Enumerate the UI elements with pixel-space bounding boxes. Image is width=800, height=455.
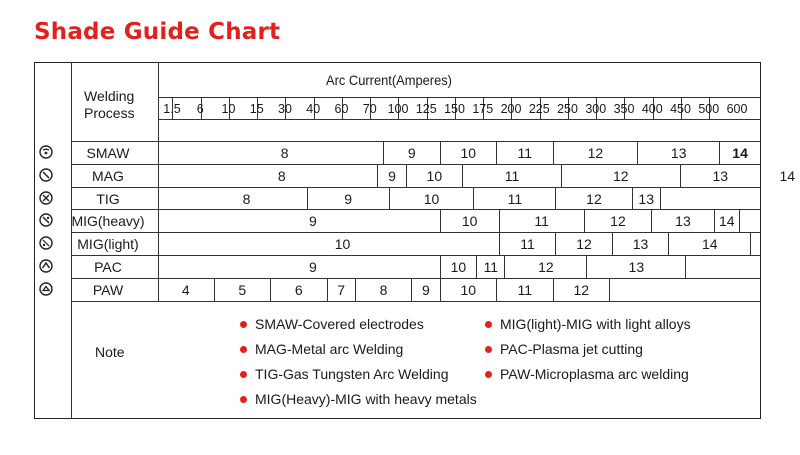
bullet-icon (485, 321, 492, 328)
tick-label: 10 (221, 102, 236, 116)
tick-label: 200 (500, 102, 522, 116)
arc-current-header: Arc Current(Amperes) (326, 72, 452, 88)
tick-label: 300 (585, 102, 607, 116)
shade-cell: 12 (554, 278, 611, 301)
shade-cell: 11 (500, 209, 585, 232)
note-text: SMAW-Covered electrodes (255, 316, 424, 332)
welding-process-header-line2: Process (84, 105, 135, 121)
shade-cell: 8 (186, 141, 384, 164)
shade-cell: 9 (412, 278, 440, 301)
note-item (240, 391, 477, 407)
process-name: PAC (94, 259, 122, 275)
shade-cell: 9 (186, 255, 440, 278)
process-name: MIG(heavy) (71, 213, 145, 229)
shade-cell: 4 (158, 278, 215, 301)
arc-header-rule (158, 97, 760, 98)
bullet-icon (240, 371, 247, 378)
shade-cell (661, 187, 760, 210)
shade-cell (751, 232, 760, 255)
shade-cell: 10 (441, 278, 498, 301)
tick-label: 150 (444, 102, 465, 116)
process-name: TIG (96, 191, 120, 207)
note-item (240, 316, 424, 332)
shade-cell: 9 (378, 164, 406, 187)
shade-cell: 11 (477, 255, 505, 278)
shade-cell: 8 (186, 187, 307, 210)
tick-label: 70 (362, 102, 377, 116)
icon-tig (39, 191, 53, 210)
note-item (240, 341, 403, 357)
shade-cell: 10 (390, 187, 475, 210)
shade-cell: 5 (215, 278, 272, 301)
shade-cell: 12 (562, 164, 681, 187)
process-name: MAG (92, 168, 124, 184)
note-item (485, 366, 689, 382)
tick-label: 1.5 (163, 102, 181, 116)
shade-cell: 11 (497, 141, 554, 164)
shade-cell: 10 (441, 141, 498, 164)
note-text: MIG(Heavy)-MIG with heavy metals (255, 391, 477, 407)
tick-label: 350 (613, 102, 635, 116)
tick-label: 30 (278, 102, 292, 116)
note-text: PAC-Plasma jet cutting (500, 341, 643, 357)
shade-cell: 13 (652, 209, 714, 232)
process-name: MIG(light) (77, 236, 139, 252)
welding-process-header (84, 88, 135, 122)
shade-cell: 10 (407, 164, 464, 187)
tick-label: 175 (472, 102, 494, 116)
tick-label: 6 (196, 102, 204, 116)
shade-cell: 12 (505, 255, 587, 278)
shade-cell: 11 (500, 232, 557, 255)
shade-cell: 13 (633, 187, 661, 210)
bullet-icon (485, 371, 492, 378)
icon-smaw (39, 145, 53, 164)
shade-cell: 12 (554, 141, 639, 164)
shade-cell: 7 (328, 278, 356, 301)
welding-process-header-line1: Welding (84, 88, 135, 104)
tick-label: 60 (334, 102, 349, 116)
bullet-icon (240, 321, 247, 328)
tick-row-rule (158, 119, 760, 120)
shade-cell: 8 (356, 278, 413, 301)
shade-cell: 12 (585, 209, 653, 232)
tick-label: 225 (528, 102, 550, 116)
note-item (485, 316, 691, 332)
shade-cell (740, 209, 760, 232)
icon-mig-light (39, 236, 53, 255)
note-text: TIG-Gas Tungsten Arc Welding (255, 366, 449, 382)
note-text: PAW-Microplasma arc welding (500, 366, 689, 382)
shade-cell: 11 (474, 187, 556, 210)
shade-cell: 10 (441, 209, 500, 232)
shade-cell: 11 (497, 278, 554, 301)
shade-cell: 13 (613, 232, 670, 255)
shade-cell: 13 (712, 167, 729, 184)
shade-cell: 8 (186, 164, 378, 187)
tick-label: 40 (306, 102, 321, 116)
note-item (485, 341, 643, 357)
shade-cell: 10 (186, 232, 500, 255)
table-bottom-rule (71, 301, 760, 302)
icon-paw (39, 282, 53, 301)
chart-title: Shade Guide Chart (34, 19, 281, 45)
note-text: MAG-Metal arc Welding (255, 341, 404, 357)
shade-cell: 6 (271, 278, 328, 301)
shade-cell: 14 (779, 167, 796, 184)
shade-cell: 9 (308, 187, 390, 210)
shade-cell (610, 278, 760, 301)
shade-cell: 9 (384, 141, 441, 164)
note-label: Note (95, 344, 125, 360)
icon-mag (39, 168, 53, 187)
note-text: MIG(light)-MIG with light alloys (500, 316, 691, 332)
shade-cell: 13 (587, 255, 686, 278)
shade-cell: 9 (186, 209, 440, 232)
shade-cell (686, 255, 760, 278)
shade-cell: 12 (556, 232, 613, 255)
icon-mig-heavy (39, 213, 53, 232)
tick-label: 15 (249, 102, 264, 116)
process-name: SMAW (86, 145, 130, 161)
tick-label: 125 (415, 102, 437, 116)
tick-label: 250 (557, 102, 578, 116)
tick-label: 100 (387, 102, 409, 116)
shade-cell: 14 (732, 144, 748, 161)
shade-cell: 14 (669, 232, 751, 255)
tick-label: 500 (698, 102, 720, 116)
tick-label: 600 (726, 102, 748, 116)
shade-cell: 14 (715, 209, 740, 232)
bullet-icon (485, 346, 492, 353)
shade-cell: 12 (556, 187, 632, 210)
bullet-icon (240, 396, 247, 403)
shade-cell: 13 (638, 141, 720, 164)
tick-label: 450 (670, 102, 691, 116)
icon-column-divider (71, 62, 72, 419)
icon-pac (39, 259, 53, 278)
tick-label: 400 (641, 102, 663, 116)
note-item (240, 366, 449, 382)
shade-cell: 11 (463, 164, 562, 187)
shade-cell: 10 (441, 255, 478, 278)
bullet-icon (240, 346, 247, 353)
process-name: PAW (92, 282, 124, 298)
